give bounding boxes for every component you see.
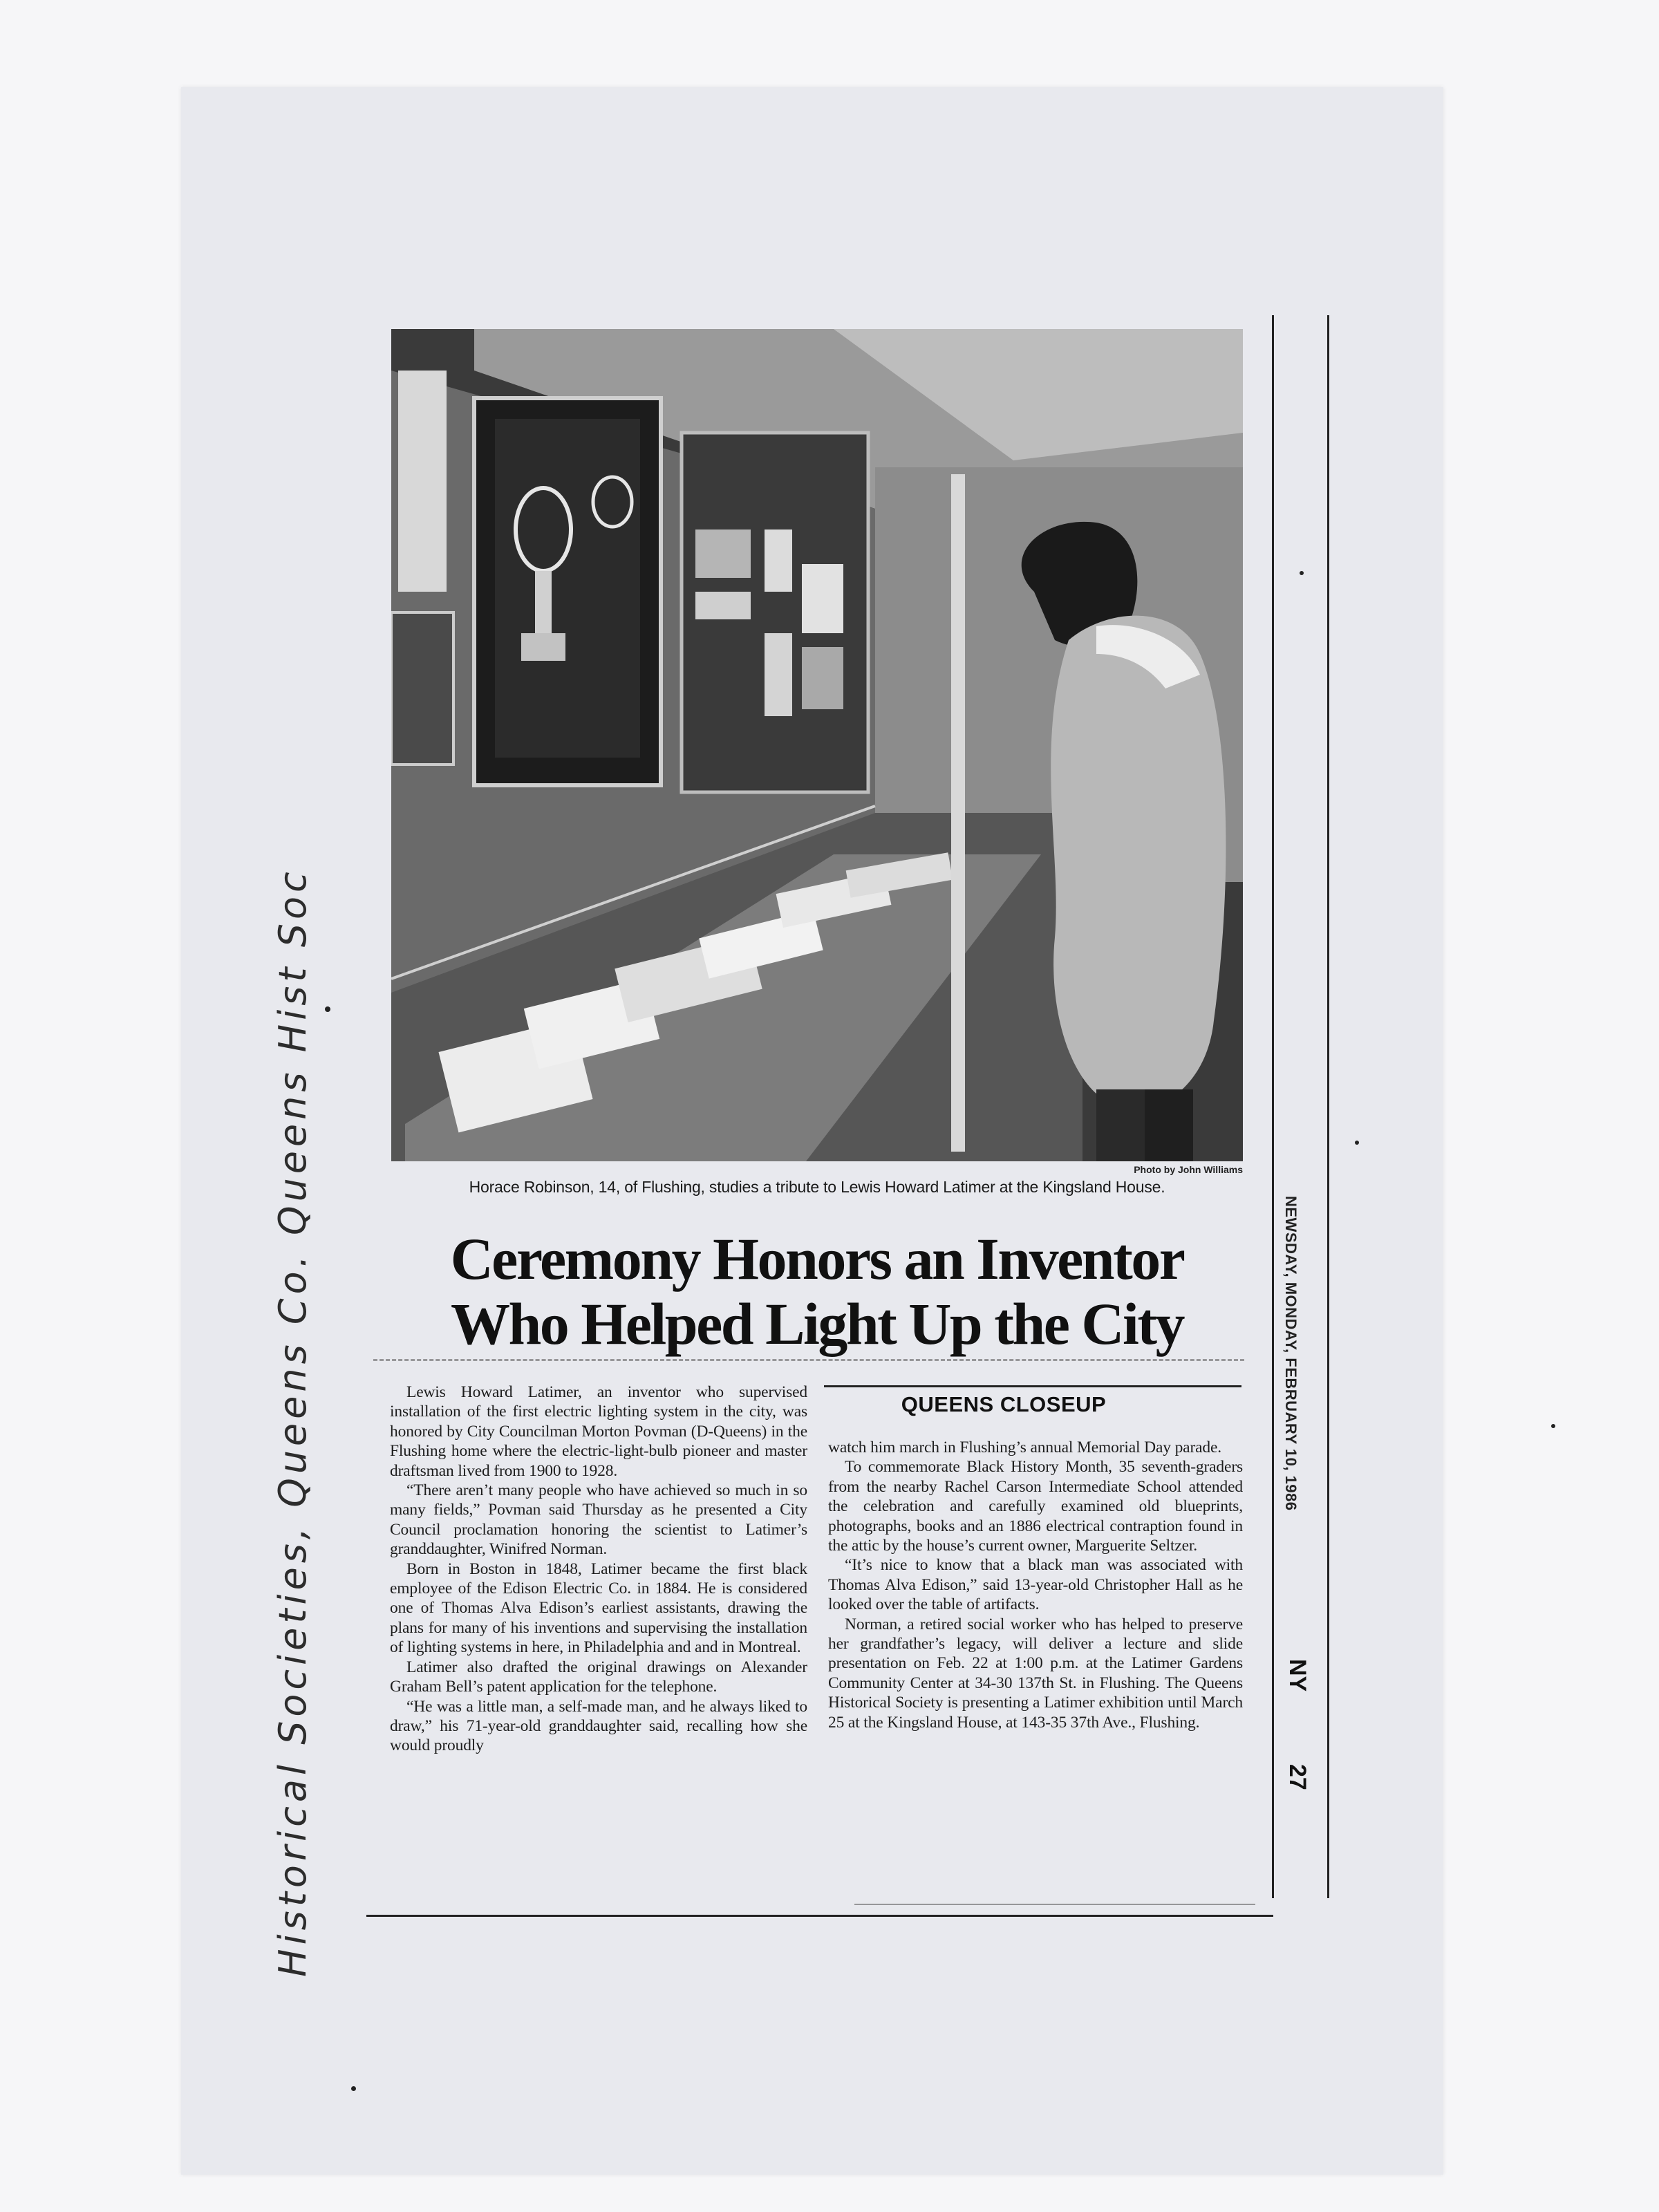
bottom-rule-thin [854,1904,1255,1905]
ink-speck [1300,571,1304,575]
section-label: QUEENS CLOSEUP [901,1392,1107,1416]
column-2-paragraph: To commemorate Black History Month, 35 seventh-graders from the nearby Rachel Carson Intermediate School attended the celebration and carefully examined old blueprints, photographs, books and an 1886 electrical contraption found in the attic by the house’s current owner, Marguerite Seltzer. [828,1458,1243,1555]
ink-speck [1551,1424,1555,1428]
bottom-rule [366,1915,1273,1917]
ink-speck [1355,1141,1359,1145]
margin-rule-inner [1272,315,1274,1898]
column-1-paragraph: Lewis Howard Latimer, an inventor who supervised installation of the first electric lighting system in the city, was honored by City Councilman Morton Povman (D-Queens) in the Flushing home where the electric-light-bulb pioneer and master draftsman lived from 1900 to 1928. [390,1383,807,1480]
column-1-paragraph: “There aren’t many people who have achieved so much in so many fields,” Povman said Thursday as he presented a City Council proclamation honoring the scientist to Latimer’s granddaughter, Winifred Norman. [390,1481,807,1559]
article-photo [391,329,1243,1161]
article-headline [387,1226,1247,1356]
photo-credit: Photo by John Williams [1134,1164,1243,1175]
newspaper-dateline: NEWSDAY, MONDAY, FEBRUARY 10, 1986 [1282,1196,1300,1511]
photo-caption: Horace Robinson, 14, of Flushing, studies a tribute to Lewis Howard Latimer at the Kingsland House. [469,1178,1165,1196]
column-2-paragraph: watch him march in Flushing’s annual Memorial Day parade. [828,1438,1222,1456]
headline-line-2: Who Helped Light Up the City [450,1291,1184,1357]
handwritten-note: Historical Societies, Queens Co. Queens Hist Soc [271,868,315,1977]
ink-speck [325,1006,330,1012]
column-1-paragraph: “He was a little man, a self-made man, and he always liked to draw,” his 71-year-old granddaughter said, recalling how she would proudly [390,1697,807,1755]
ink-speck [351,2086,356,2091]
exhibit-photo-illustration [391,329,1243,1161]
article-column-1 [390,1382,807,1756]
dotted-divider [373,1359,1244,1368]
column-2-paragraph: Norman, a retired social worker who has helped to preserve her grandfather’s legacy, will deliver a lecture and slide presentation on Feb. 22 at 1:00 p.m. at the Latimer Gardens Community Center at 34-30 137th St. in Flushing. The Queens Historical Society is presenting a Latimer exhibition until March 25 at the Kingsland House, at 143-35 37th Ave., Flushing. [828,1615,1243,1732]
margin-rule-outer [1327,315,1329,1898]
column-2-paragraph: “It’s nice to know that a black man was associated with Thomas Alva Edison,” said 13-year-old Christopher Hall as he looked over the table of artifacts. [828,1556,1243,1614]
section-rule [824,1385,1241,1387]
edition-label: NY [1284,1659,1311,1692]
article-column-2 [828,1438,1243,1732]
column-1-paragraph: Born in Boston in 1848, Latimer became the first black employee of the Edison Electric Co. in 1884. He is considered one of Thomas Alva Edison’s earliest assistants, drawing the plans for many of his inventions and supervising the installation of lighting systems in here, in Philadelphia and and in Montreal. [390,1559,807,1657]
page-number: 27 [1284,1764,1311,1790]
column-1-paragraph: Latimer also drafted the original drawings on Alexander Graham Bell’s patent application for the telephone. [390,1658,807,1696]
headline-line-1: Ceremony Honors an Inventor [450,1226,1184,1292]
